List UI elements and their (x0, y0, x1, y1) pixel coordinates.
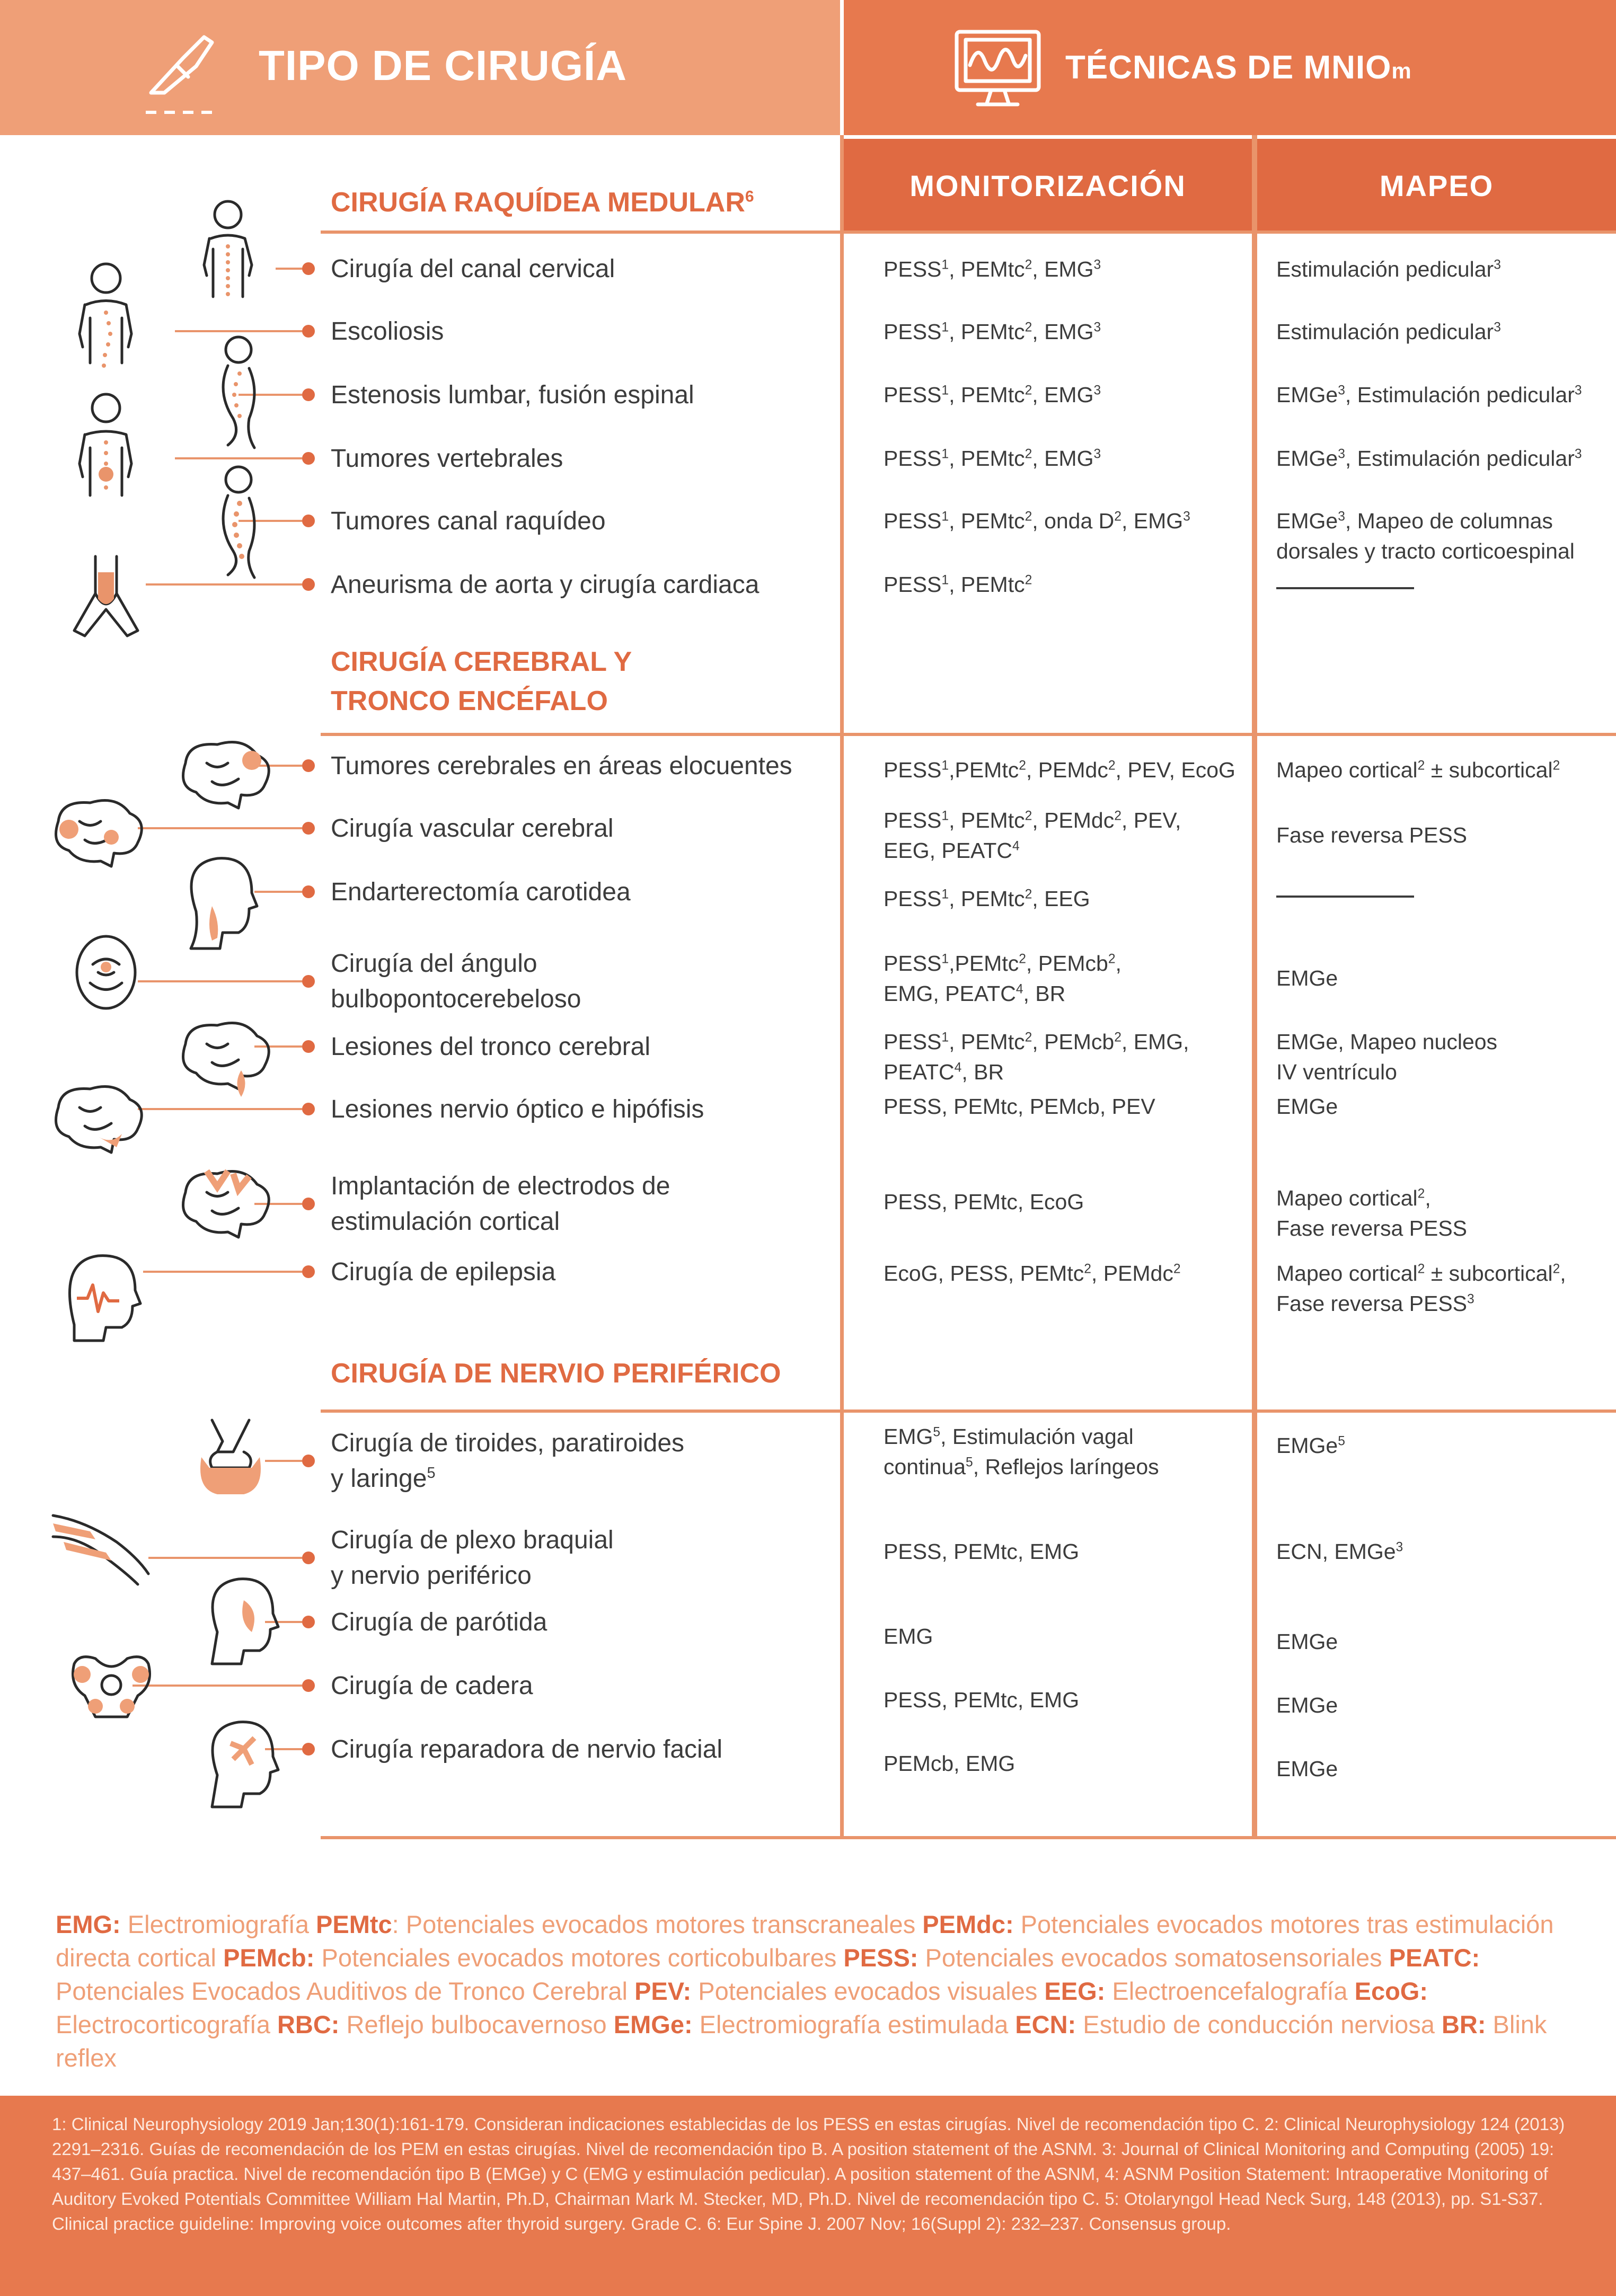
monitorizacion-cell: PESS$^1$, PEMtc$^2$, EMG$^3$ (884, 383, 1101, 407)
procedure-label: Lesiones del tronco cerebral (331, 1033, 651, 1061)
mapeo-cell: EMGe (1276, 1094, 1338, 1119)
row-bullet-dot (302, 1679, 315, 1692)
mapeo-cell: EMGe (1276, 1757, 1338, 1781)
row-bullet-dot (302, 515, 315, 527)
row-bullet-dot (302, 262, 315, 275)
monitorizacion-cell: PESS$^1$,PEMtc$^2$, PEMcb$^2$, EMG, PEATC$^4$, BR (884, 951, 1122, 1006)
brain-icons-group (48, 731, 292, 1335)
monitorizacion-cell: PEMcb, EMG (884, 1751, 1015, 1776)
monitorizacion-cell: PESS$^1$, PEMtc$^2$ (884, 572, 1032, 597)
mapeo-cell: Fase reversa PESS (1276, 823, 1468, 847)
column-header-mapeo: MAPEO (1257, 139, 1616, 232)
procedure-label: Cirugía del canal cervical (331, 255, 615, 283)
mapeo-cell: EMGe$^3$, Estimulación pedicular$^3$ (1276, 383, 1582, 407)
mapeo-cell: Mapeo cortical$^2$, Fase reversa PESS (1276, 1186, 1468, 1240)
row-bullet-dot (302, 1265, 315, 1278)
procedure-label: Tumores cerebrales en áreas elocuentes (331, 752, 792, 780)
procedure-label: Lesiones nervio óptico e hipófisis (331, 1095, 704, 1123)
scalpel-icon (146, 29, 220, 119)
monitorizacion-cell: EcoG, PESS, PEMtc$^2$, PEMdc$^2$ (884, 1261, 1181, 1286)
monitorizacion-cell: PESS$^1$, PEMtc$^2$, onda $D^2$, EMG$^3$ (884, 509, 1190, 533)
procedure-label: Tumores vertebrales (331, 445, 563, 473)
monitorizacion-cell: EMG$^5$, Estimulación vagal continua$^5$, Reflejos laríngeos (884, 1424, 1159, 1479)
brain-icon (183, 1023, 269, 1089)
procedure-label: Aneurisma de aorta y cirugía cardiaca (331, 571, 760, 599)
brain-icon (183, 1172, 269, 1238)
procedure-label: Cirugía del ángulo bulbopontocerebeloso (331, 950, 581, 1013)
spine-body-icon (204, 201, 252, 297)
column-divider-1 (840, 135, 844, 1839)
monitorizacion-cell: PESS, PEMtc, PEMcb, PEV (884, 1094, 1155, 1119)
monitorizacion-cell: PESS$^1$, PEMtc$^2$, EMG$^3$ (884, 320, 1101, 344)
header-right-title (1065, 49, 1412, 86)
monitorizacion-cell: PESS$^1$, PEMtc$^2$, PEMdc$^2$, PEV, EEG, PEATC$^4$ (884, 808, 1181, 863)
row-bullet-dot (302, 1040, 315, 1053)
section-title-raquidea-sup: 6 (745, 188, 754, 206)
procedure-label: Cirugía de epilepsia (331, 1258, 556, 1286)
mapeo-cell: EMGe (1276, 1629, 1338, 1654)
monitorizacion-cell: PESS$^1$,PEMtc$^2$, PEMdc$^2$, PEV, EcoG (884, 758, 1235, 782)
mapeo-cell: EMGe, Mapeo nucleos IV ventrículo (1276, 1030, 1498, 1084)
mapeo-cell: EMGe$^5$ (1276, 1433, 1345, 1458)
row-bullet-dot (302, 388, 315, 401)
procedure-label: Cirugía de cadera (331, 1672, 533, 1700)
abbreviations-legend: EMG: Electromiografía PEMtc: Potenciales evocados motores transcraneales PEMdc: Potenciales evocados motores tras estimulación directa cortical PEMcb: Potenciales evocados motores corticobulbares PESS: Potenciales evocados somatosensoriales PEATC: Potenciales Evocados Auditivos de Tronco Cerebral PEV: Potenciales evocados visuales EEG: Electroencefalografía EcoG: Electrocorticografía RBC: Reflejo bulbocavernoso EMGe: Electromiografía estimulada ECN: Estudio de conducción nerviosa BR: Blink reflex (56, 1910, 1554, 2072)
mapeo-cell: EMGe (1276, 1693, 1338, 1717)
header-right-title-sub: m (1391, 58, 1412, 83)
monitorizacion-cell: PESS, PEMtc, EMG (884, 1539, 1080, 1564)
section-title-raquidea-text: CIRUGÍA RAQUÍDEA MEDULAR (331, 187, 745, 218)
row-bullet-dot (302, 1103, 315, 1115)
monitorizacion-cell: PESS, PEMtc, EMG (884, 1688, 1080, 1712)
references-text: 1: Clinical Neurophysiology 2019 Jan;130(1):161-179. Consideran indicaciones establecidas de los PESS en estas cirugías. Nivel de recomendación tipo C. 2: Clinical Neurophysiology 124 (2013) 2291–2316. Guías de recomendación de los PEM en estas cirugías. Nivel de recomendación tipo B. A position statement of the ASNM. 3: Journal of Clinical Monitoring and Computing (2005) 19: 437–461. Guía practica. Nivel de recomendación tipo B (EMGe) y C (EMG y estimulación pedicular). A position statement of the ASNM, 4: ASNM Position Statement: Intraoperative Monitoring of Auditory Evoked Potentials Committee William Hal Martin, Ph.D, Chairman Mark M. Stecker, MD, Ph.D. Nivel de recomendación tipo C. 5: Otolaryngol Head Neck Surg, 148 (2013), pp. S1-S37. Clinical practice guideline: Improving voice outcomes after thyroid surgery. Grade C. 6: Eur Spine J. 2007 Nov; 16(Suppl 2): 232–237. Consensus group. (52, 2114, 1565, 2233)
procedure-label: Estenosis lumbar, fusión espinal (331, 381, 694, 409)
procedure-label: Tumores canal raquídeo (331, 507, 606, 535)
section-title-cerebral-line1: CIRUGÍA CEREBRAL Y (331, 646, 632, 677)
section-title-nervio: CIRUGÍA DE NERVIO PERIFÉRICO (331, 1358, 781, 1389)
row-bullet-dot (302, 885, 315, 898)
procedure-label: Cirugía vascular cerebral (331, 814, 614, 843)
mapeo-cell: Mapeo cortical$^2$ ± subcortical$^2$, Fase reversa PESS$^3$ (1276, 1261, 1566, 1316)
section-title-cerebral (331, 642, 632, 721)
monitorizacion-cell: PESS$^1$, PEMtc$^2$, PEMcb$^2$, EMG, PEATC$^4$, BR (884, 1030, 1189, 1084)
row-bullet-dot (302, 759, 315, 772)
row-bullet-dot (302, 452, 315, 465)
spine-icons-group (0, 191, 297, 721)
section-title-raquidea (331, 183, 754, 222)
header-left-title: TIPO DE CIRUGÍA (259, 42, 628, 89)
monitorizacion-cell: EMG (884, 1624, 933, 1648)
row-divider-1 (321, 231, 1616, 234)
brain-icon (56, 1087, 142, 1153)
monitor-icon (954, 29, 1041, 109)
procedure-label: Cirugía de plexo braquial y nervio periférico (331, 1526, 614, 1590)
row-divider-4 (321, 1836, 1616, 1839)
mapeo-cell: Estimulación pedicular$^3$ (1276, 257, 1501, 281)
mapeo-cell: Estimulación pedicular$^3$ (1276, 320, 1501, 344)
column-header-monitorizacion: MONITORIZACIÓN (844, 139, 1252, 232)
procedure-label: Cirugía de tiroides, paratiroides y laringe$^5$ (331, 1429, 685, 1493)
head-profile-icon (191, 858, 257, 948)
row-bullet-dot (302, 1198, 315, 1210)
monitorizacion-cell: PESS$^1$, PEMtc$^2$, EEG (884, 887, 1090, 911)
spine-body-icon (223, 467, 254, 578)
row-divider-3 (321, 1409, 1616, 1413)
mapeo-cell: EMGe$^3$, Estimulación pedicular$^3$ (1276, 446, 1582, 471)
monitorizacion-cell: PESS, PEMtc, EcoG (884, 1190, 1084, 1214)
row-bullet-dot (302, 325, 315, 338)
mapeo-empty-dash (1276, 896, 1414, 898)
row-bullet-dot (302, 975, 315, 988)
row-bullet-dot (302, 578, 315, 591)
pelvis-icon (73, 1657, 150, 1717)
header-right-title-main: TÉCNICAS DE MNIO (1065, 49, 1392, 86)
mapeo-empty-dash (1276, 587, 1414, 589)
nerve-icons-group (42, 1409, 292, 1823)
procedure-label: Implantación de electrodos de estimulación cortical (331, 1172, 670, 1236)
procedure-label: Cirugía reparadora de nervio facial (331, 1735, 723, 1763)
procedure-label: Endarterectomía carotidea (331, 878, 631, 906)
section-title-cerebral-line2: TRONCO ENCÉFALO (331, 686, 608, 716)
row-divider-2 (321, 733, 1616, 736)
facial-nerve-head-icon (212, 1722, 278, 1807)
mapeo-cell: EMGe (1276, 966, 1338, 990)
spine-body-icon (223, 337, 254, 448)
mapeo-cell: EMGe$^3$, Mapeo de columnas dorsales y tracto corticoespinal (1276, 509, 1575, 563)
row-bullet-dot (302, 1616, 315, 1628)
procedure-label: Cirugía de parótida (331, 1608, 548, 1636)
mapeo-cell: ECN, EMGe$^3$ (1276, 1539, 1403, 1564)
row-bullet-dot (302, 822, 315, 835)
row-bullet-dot (302, 1455, 315, 1467)
row-bullet-dot (302, 1552, 315, 1564)
row-bullet-dot (302, 1743, 315, 1756)
monitorizacion-cell: PESS$^1$, PEMtc$^2$, EMG$^3$ (884, 446, 1101, 471)
mapeo-cell: Mapeo cortical$^2$ ± subcortical$^2$ (1276, 758, 1560, 782)
procedure-label: Escoliosis (331, 317, 444, 345)
monitorizacion-cell: PESS$^1$, PEMtc$^2$, EMG$^3$ (884, 257, 1101, 281)
